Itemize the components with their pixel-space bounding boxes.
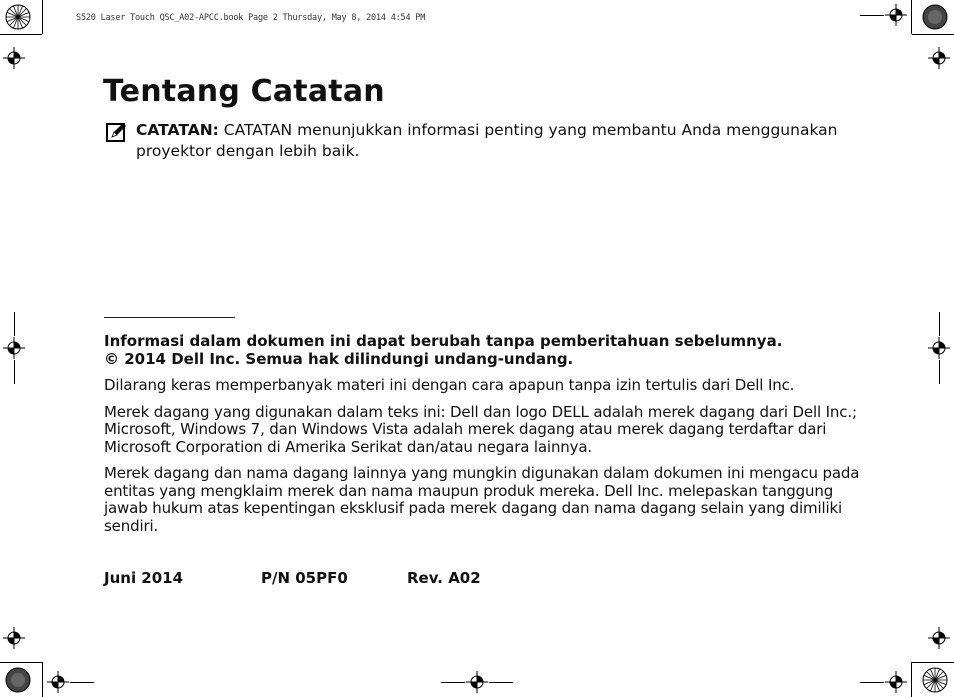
star-target-icon xyxy=(5,4,31,30)
copyright-line: © 2014 Dell Inc. Semua hak dilindungi undang-undang. xyxy=(104,350,574,368)
registration-mark-icon xyxy=(928,337,950,359)
gray-target-icon xyxy=(5,667,31,693)
crop-mark xyxy=(0,662,42,663)
pencil-note-icon xyxy=(106,121,128,143)
registration-mark-icon xyxy=(3,47,25,69)
note-text xyxy=(136,120,866,162)
legal-paragraph: Merek dagang dan nama dagang lainnya yang mungkin digunakan dalam dokumen ini mengacu pada entitas yang mengklaim merek dan nama maupun produk mereka. Dell Inc. melepaskan tanggung jawab hukum atas kepentingan eksklusif pada merek dagang dan nama dagang selain yang dimiliki sendiri. xyxy=(104,464,860,535)
gray-target-icon xyxy=(922,4,948,30)
crop-mark xyxy=(860,682,884,683)
crop-mark xyxy=(860,15,884,16)
legal-notice xyxy=(104,332,864,535)
crop-mark xyxy=(42,662,43,697)
crop-mark xyxy=(911,0,912,34)
crop-mark xyxy=(441,682,465,683)
registration-mark-icon xyxy=(885,4,907,26)
registration-mark-icon xyxy=(47,671,69,693)
crop-mark xyxy=(14,360,15,384)
change-notice: Informasi dalam dokumen ini dapat berubah tanpa pemberitahuan sebelumnya. xyxy=(104,332,783,350)
footer-revision: Rev. A02 xyxy=(407,569,481,587)
note-body: CATATAN menunjukkan informasi penting yang membantu Anda menggunakan proyektor dengan lebih baik. xyxy=(136,121,838,160)
footer-date: Juni 2014 xyxy=(104,569,184,587)
registration-mark-icon xyxy=(928,627,950,649)
note-block xyxy=(106,120,866,162)
crop-mark xyxy=(70,682,94,683)
registration-mark-icon xyxy=(466,671,488,693)
legal-paragraph: Merek dagang yang digunakan dalam teks ini: Dell dan logo DELL adalah merek dagang dari Dell Inc.; Microsoft, Windows 7, dan Windows Vista adalah merek dagang atau merek dagang terdaftar dari Microsoft Corporation di Amerika Serikat dan/atau negara lainnya. xyxy=(104,402,857,456)
print-slug-line: S520 Laser Touch QSC_A02-APCC.book Page 2 Thursday, May 8, 2014 4:54 PM xyxy=(76,13,426,23)
crop-mark xyxy=(14,312,15,336)
crop-mark xyxy=(939,360,940,384)
crop-mark xyxy=(912,34,954,35)
crop-mark xyxy=(489,682,513,683)
crop-mark xyxy=(42,0,43,34)
footer-part-number: P/N 05PF0 xyxy=(261,569,348,587)
legal-paragraph: Dilarang keras memperbanyak materi ini dengan cara apapun tanpa izin tertulis dari Dell Inc. xyxy=(104,376,795,394)
crop-mark xyxy=(0,34,42,35)
registration-mark-icon xyxy=(3,627,25,649)
crop-mark xyxy=(939,312,940,336)
page-title: Tentang Catatan xyxy=(103,74,385,109)
document-footer xyxy=(104,569,481,587)
registration-mark-icon xyxy=(885,671,907,693)
crop-mark xyxy=(911,662,912,697)
note-label: CATATAN: xyxy=(136,121,219,139)
divider xyxy=(104,317,235,318)
registration-mark-icon xyxy=(928,47,950,69)
crop-mark xyxy=(912,662,954,663)
registration-mark-icon xyxy=(3,337,25,359)
star-target-icon xyxy=(922,667,948,693)
